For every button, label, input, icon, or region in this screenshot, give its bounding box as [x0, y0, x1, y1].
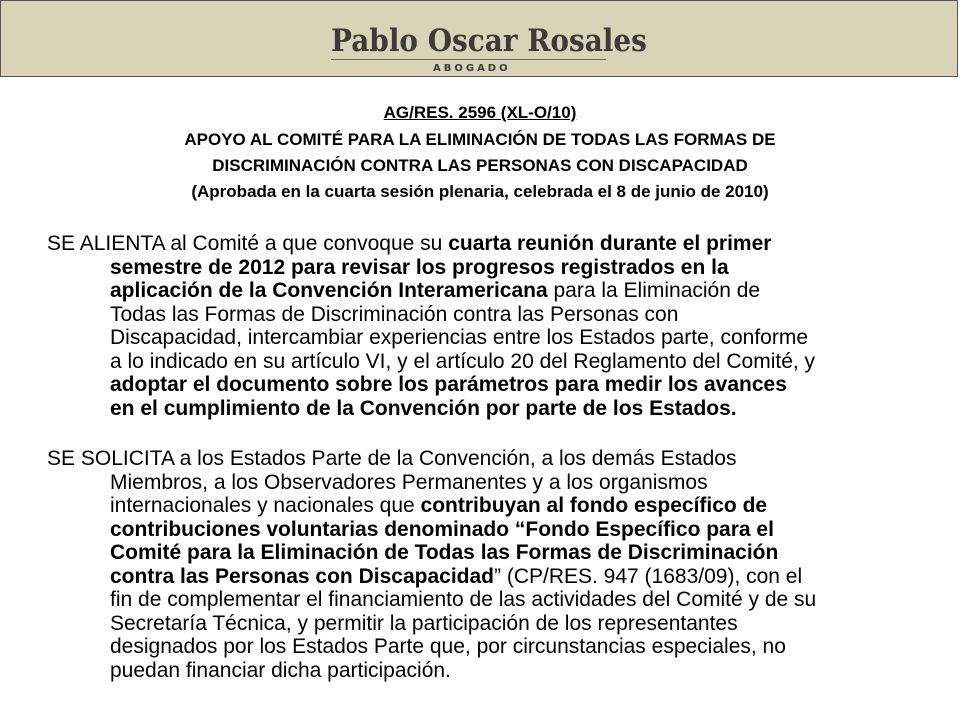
- paragraph-line: [47, 350, 927, 374]
- paragraph-line: [47, 447, 927, 471]
- text-run: ” (CP/RES. 947 (1683/09), con el: [494, 564, 803, 588]
- text-run: SE ALIENTA al Comité a que convoque su: [47, 232, 449, 255]
- header-banner: [0, 0, 958, 77]
- resolution-title-line-1: APOYO AL COMITÉ PARA LA ELIMINACIÓN DE TODAS LAS FORMAS DE: [184, 130, 776, 149]
- bold-text-run: contribuciones voluntarias denominado “Fondo Específico para el: [110, 517, 774, 541]
- paragraph-line: [47, 471, 927, 495]
- text-run: SE SOLICITA a los Estados Parte de la Convención, a los demás Estados: [47, 447, 737, 470]
- paragraph-line: [47, 397, 927, 421]
- paragraph-line: [47, 565, 927, 589]
- bold-text-run: semestre de 2012 para revisar los progresos registrados en la: [110, 255, 729, 279]
- paragraph-line: [47, 588, 927, 612]
- brand-name: Pablo Oscar Rosales: [331, 23, 647, 59]
- paragraph-line: [47, 232, 927, 256]
- bold-text-run: en el cumplimiento de la Convención por parte de los Estados.: [110, 396, 737, 420]
- brand-subtitle: ABOGADO: [433, 63, 511, 74]
- paragraph-line: [47, 326, 927, 350]
- paragraph-line: [47, 373, 927, 397]
- paragraph-line: [47, 256, 927, 280]
- paragraph-se-alienta: [47, 232, 927, 420]
- text-run: fin de complementar el financiamiento de las actividades del Comité y de su: [110, 588, 817, 611]
- text-run: puedan financiar dicha participación.: [110, 658, 451, 682]
- text-run: Miembros, a los Observadores Permanentes y a los organismos: [110, 470, 708, 494]
- text-run: Todas las Formas de Discriminación contra las Personas con: [110, 302, 679, 326]
- bold-text-run: Comité para la Eliminación de Todas las Formas de Discriminación: [110, 541, 779, 564]
- text-run: Discapacidad, intercambiar experiencias entre los Estados parte, conforme: [110, 326, 809, 349]
- paragraph-line: [47, 518, 927, 542]
- paragraph-se-solicita: [47, 447, 927, 682]
- resolution-reference: AG/RES. 2596 (XL-O/10): [383, 103, 577, 122]
- paragraph-line: [47, 635, 927, 659]
- paragraph-line: [47, 279, 927, 303]
- bold-text-run: contribuyan al fondo específico de: [420, 494, 768, 517]
- bold-text-run: adoptar el documento sobre los parámetros para medir los avances: [110, 373, 787, 396]
- text-run: Secretaría Técnica, y permitir la participación de los representantes: [110, 611, 738, 635]
- bold-text-run: contra las Personas con Discapacidad: [110, 564, 494, 588]
- bold-text-run: cuarta reunión durante el primer: [448, 232, 772, 255]
- text-run: para la Eliminación de: [547, 279, 761, 302]
- text-run: internacionales y nacionales que: [110, 494, 421, 517]
- bold-text-run: aplicación de la Convención Interamericana: [110, 279, 548, 302]
- paragraph-line: [47, 303, 927, 327]
- approval-note: (Aprobada en la cuarta sesión plenaria, celebrada el 8 de junio de 2010): [191, 182, 769, 201]
- paragraph-line: [47, 659, 927, 683]
- text-run: designados por los Estados Parte que, por circunstancias especiales, no: [110, 635, 786, 658]
- brand-divider: [331, 59, 606, 60]
- paragraph-line: [47, 612, 927, 636]
- resolution-title-line-2: DISCRIMINACIÓN CONTRA LAS PERSONAS CON DISCAPACIDAD: [212, 156, 748, 175]
- paragraph-line: [47, 541, 927, 565]
- text-run: a lo indicado en su artículo VI, y el artículo 20 del Reglamento del Comité, y: [110, 349, 816, 373]
- paragraph-line: [47, 494, 927, 518]
